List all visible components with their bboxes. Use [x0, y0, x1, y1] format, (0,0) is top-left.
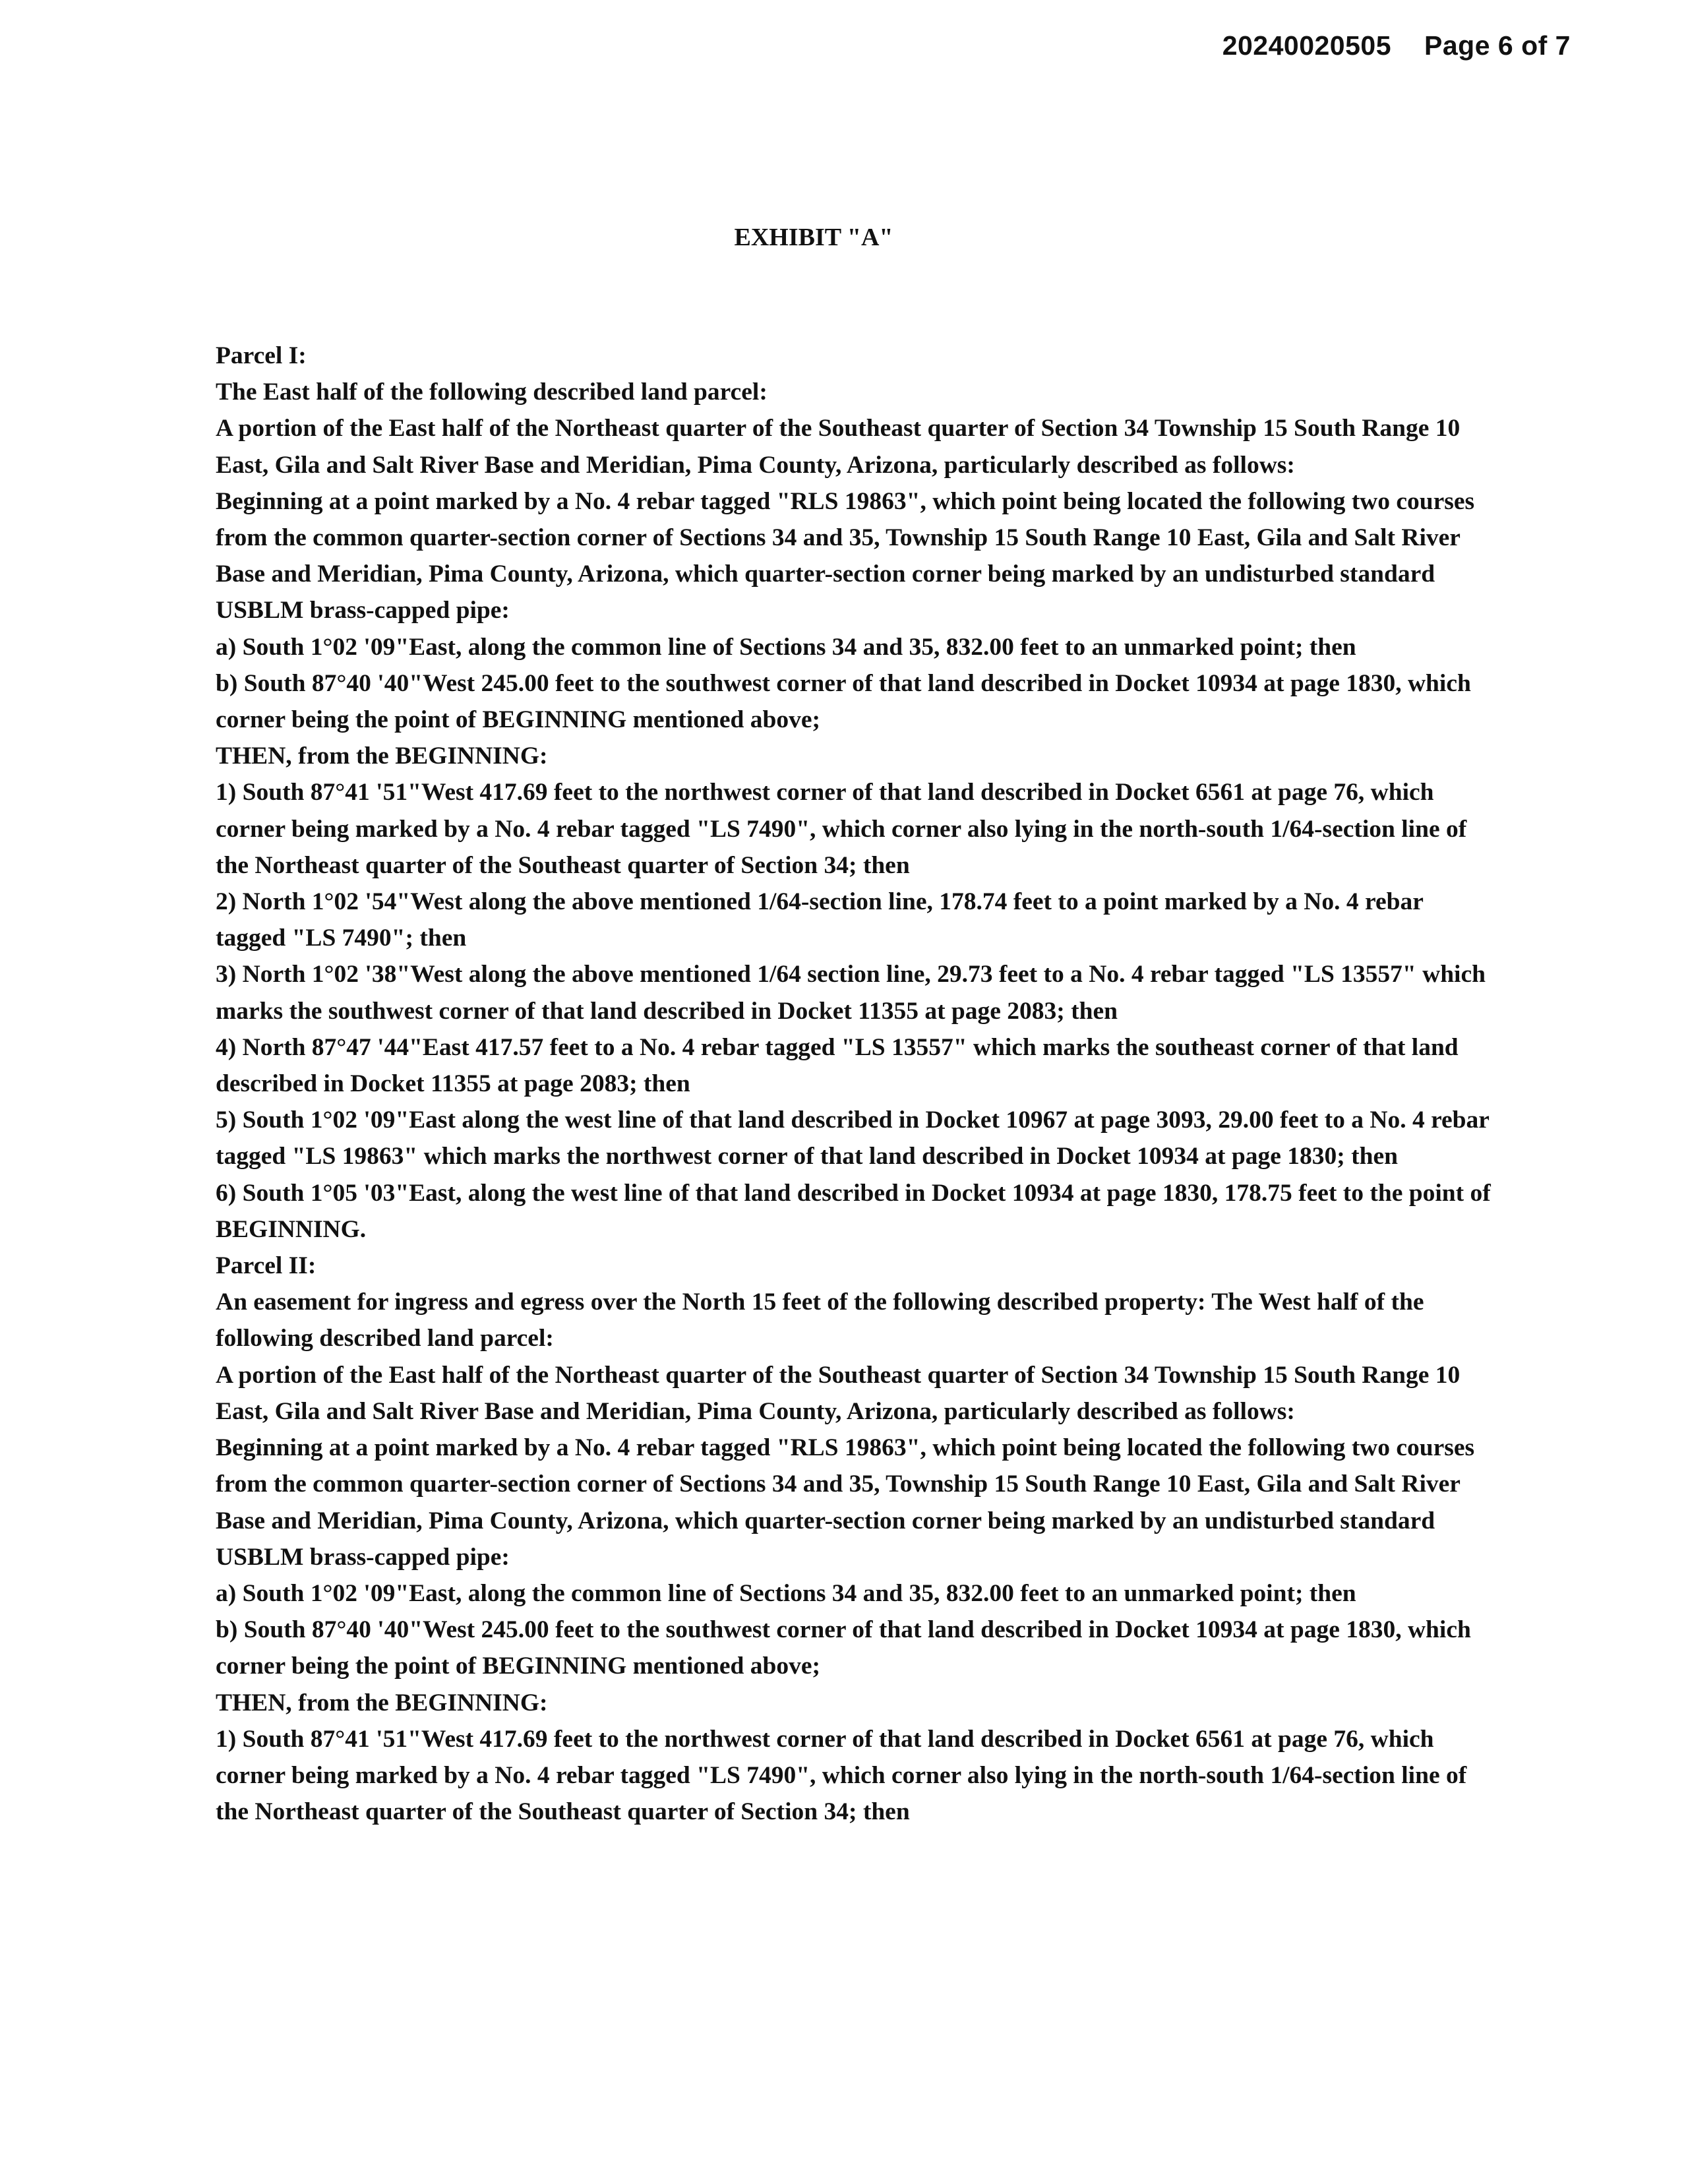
legal-description	[216, 338, 1495, 1830]
paragraph: THEN, from the BEGINNING:	[216, 743, 548, 770]
paragraph: The East half of the following described land parcel:	[216, 379, 768, 406]
paragraph: THEN, from the BEGINNING:	[216, 1689, 548, 1716]
page-header	[1222, 30, 1571, 61]
course-line: a) South 1°02 '09"East, along the common line of Sections 34 and 35, 832.00 feet to an unmarked point; then	[216, 1579, 1356, 1607]
exhibit-title: EXHIBIT "A"	[734, 224, 893, 251]
parcel-heading: Parcel II:	[216, 1252, 316, 1280]
course-line: 5) South 1°02 '09"East along the west line of that land described in Docket 10967 at page 3093, 29.00 feet to a No. 4 rebar tagged "LS 19863" which marks the northwest corner of that land described in Docket 10934 at page 1830; then	[216, 1107, 1490, 1170]
course-line: 6) South 1°05 '03"East, along the west line of that land described in Docket 10934 at page 1830, 178.75 feet to the point of BEGINNING.	[216, 1179, 1491, 1243]
paragraph: A portion of the East half of the Northeast quarter of the Southeast quarter of Section 34 Township 15 South Range 10 East, Gila and Salt River Base and Meridian, Pima County, Arizona, particularly described as follows:	[216, 1361, 1461, 1425]
course-line: b) South 87°40 '40"West 245.00 feet to the southwest corner of that land described in Docket 10934 at page 1830, which corner being the point of BEGINNING mentioned above;	[216, 669, 1471, 734]
course-line: 1) South 87°41 '51"West 417.69 feet to the northwest corner of that land described in Docket 6561 at page 76, which corner being marked by a No. 4 rebar tagged "LS 7490", which corner also lying in the north-south 1/64-section line of the Northeast quarter of the Southeast quarter of Section 34; then	[216, 779, 1467, 879]
course-line: 1) South 87°41 '51"West 417.69 feet to the northwest corner of that land described in Docket 6561 at page 76, which corner being marked by a No. 4 rebar tagged "LS 7490", which corner also lying in the north-south 1/64-section line of the Northeast quarter of the Southeast quarter of Section 34; then	[216, 1725, 1467, 1826]
paragraph: A portion of the East half of the Northeast quarter of the Southeast quarter of Section 34 Township 15 South Range 10 East, Gila and Salt River Base and Meridian, Pima County, Arizona, particularly described as follows:	[216, 415, 1461, 479]
course-line: b) South 87°40 '40"West 245.00 feet to the southwest corner of that land described in Docket 10934 at page 1830, which corner being the point of BEGINNING mentioned above;	[216, 1616, 1471, 1680]
paragraph: An easement for ingress and egress over the North 15 feet of the following described property: The West half of the following described land parcel:	[216, 1289, 1424, 1352]
course-line: 2) North 1°02 '54"West along the above mentioned 1/64-section line, 178.74 feet to a point marked by a No. 4 rebar tagged "LS 7490"; then	[216, 888, 1424, 952]
document-number: 20240020505	[1222, 30, 1392, 61]
course-line: 4) North 87°47 '44"East 417.57 feet to a No. 4 rebar tagged "LS 13557" which marks the southeast corner of that land described in Docket 11355 at page 2083; then	[216, 1033, 1459, 1098]
course-line: 3) North 1°02 '38"West along the above mentioned 1/64 section line, 29.73 feet to a No. 4 rebar tagged "LS 13557" which marks the southwest corner of that land described in Docket 11355 at page 2083; then	[216, 961, 1486, 1025]
paragraph: Beginning at a point marked by a No. 4 rebar tagged "RLS 19863", which point being located the following two courses from the common quarter-section corner of Sections 34 and 35, Township 15 South Range 10 East, Gila and Salt River Base and Meridian, Pima County, Arizona, which quarter-section corner being marked by an undisturbed standard USBLM brass-capped pipe:	[216, 487, 1475, 624]
paragraph: Beginning at a point marked by a No. 4 rebar tagged "RLS 19863", which point being located the following two courses from the common quarter-section corner of Sections 34 and 35, Township 15 South Range 10 East, Gila and Salt River Base and Meridian, Pima County, Arizona, which quarter-section corner being marked by an undisturbed standard USBLM brass-capped pipe:	[216, 1434, 1475, 1571]
page-number: Page 6 of 7	[1424, 30, 1571, 61]
parcel-heading: Parcel I:	[216, 342, 307, 369]
course-line: a) South 1°02 '09"East, along the common line of Sections 34 and 35, 832.00 feet to an unmarked point; then	[216, 633, 1356, 661]
